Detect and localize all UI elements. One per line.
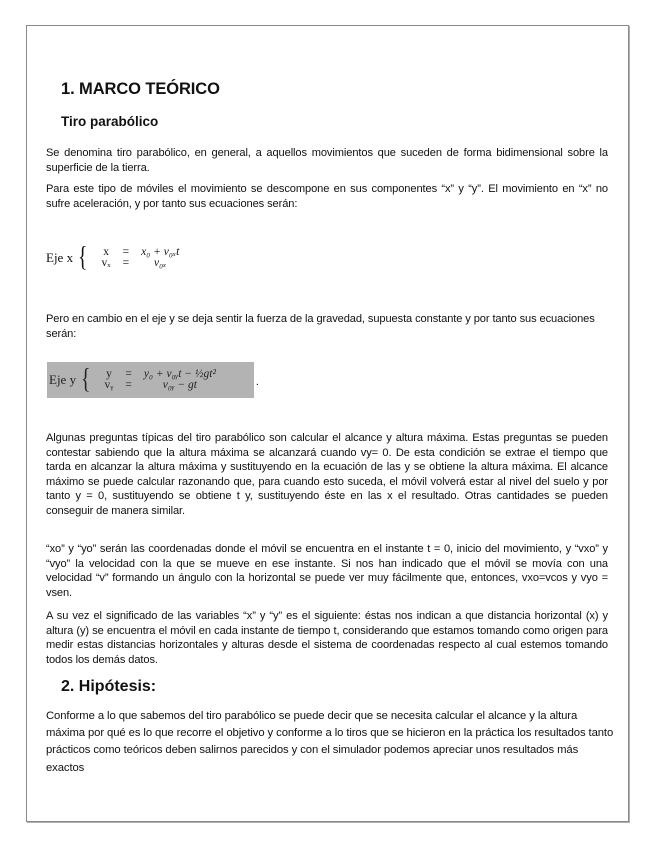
paragraph-definition: Se denomina tiro parabólico, en general, a aquellos movimientos que suceden de forma bidimensional sobre la superficie de la tierra.	[46, 147, 608, 174]
equation-y-table	[99, 369, 222, 391]
brace-icon: {	[81, 364, 91, 395]
eq-y-rhs-2: v₀ᵧ − gt	[162, 379, 197, 391]
equation-y-label: Eje y	[49, 372, 77, 387]
eq-y-lhs-1: y	[106, 368, 112, 380]
eq-y-lhs-2: vᵧ	[104, 379, 114, 391]
eq-y-rhs-1: y₀ + v₀ᵧt − ½gt²	[143, 368, 216, 380]
eq-x-lhs-1: x	[103, 246, 109, 258]
eq-x-rhs-1: x₀ + v₀ₓt	[141, 246, 180, 258]
paragraph-initial-coordinates: “xo” y “yo” serán las coordenadas donde el móvil se encuentra en el instante t = 0, inicio del movimiento, y “vxo” y “vyo” la velocidad con la que se mueve en ese instante. Si nos han indicado que el móvil se movía con una velocidad “v” formando un ángulo con la horizontal se puede ver muy fácilmente que, entonces, vxo=vcos y vyo = vsen.	[46, 543, 608, 599]
brace-icon: {	[78, 242, 88, 273]
eq-x-rhs-2: v₀ₓ	[154, 257, 167, 269]
paragraph-variables-meaning: A su vez el significado de las variables “x” y “y” es el siguiente: éstas nos indican a que distancia horizontal (x) y altura (y) se encuentra el móvil en cada instante de tiempo t, considerando que estamos tomando como origen para medir estas distancias horizontales y alturas desde el sistema de coordenadas respecto al cual estemos tomando todos los demás datos.	[46, 610, 608, 666]
section-heading-marco-teorico: 1. MARCO TEÓRICO	[61, 80, 220, 98]
eq-x-lhs-2: vₓ	[101, 257, 111, 269]
equation-x-label: Eje x	[46, 250, 74, 265]
subheading-tiro-parabolico: Tiro parabólico	[61, 114, 159, 129]
paragraph-components: Para este tipo de móviles el movimiento se descompone en sus componentes “x” y “y”. El movimiento en “x” no sufre aceleración, y por tanto sus ecuaciones serán:	[46, 183, 608, 210]
document-page	[26, 25, 629, 822]
section-heading-hipotesis: 2. Hipótesis:	[61, 678, 157, 695]
eq-x-eq-2: =	[122, 257, 130, 269]
equation-y-trailing-dot: .	[256, 376, 259, 388]
eq-y-eq-2: =	[125, 379, 132, 391]
paragraph-typical-questions: Algunas preguntas típicas del tiro parabólico son calcular el alcance y altura máxima. Estas preguntas se pueden contestar sabiendo que la altura máxima se alcanzará cuando vy= 0. De esta condición se extrae el tiempo que tarda en alcanzar la altura máxima y sustituyendo en la ecuación de las y se obtiene la altura máxima. El alcance máximo se puede calcular razonando que, para cuando esto suceda, el móvil volverá estar al nivel del suelo y por tanto y = 0, sustituyendo se obtiene t y, sustituyendo éste en las x el resultado. Otras cantidades se pueden conseguir de manera similar.	[46, 432, 608, 517]
eq-y-eq-1: =	[125, 368, 132, 380]
eq-x-eq-1: =	[122, 246, 130, 258]
equation-x-axis	[46, 244, 185, 272]
equation-x-table	[96, 247, 186, 269]
equation-y-axis-image	[47, 362, 254, 398]
paragraph-hypothesis: Conforme a lo que sabemos del tiro parabólico se puede decir que se necesita calcular el alcance y la altura máxima por qué es lo que recorre el objetivo y conforme a lo tiros que se hicieron en la práctica los resultados tanto prácticos como teóricos deben salirnos parecidos y con el simulador podemos apreciar unos resultados más exactos	[46, 710, 614, 774]
paragraph-gravity: Pero en cambio en el eje y se deja sentir la fuerza de la gravedad, supuesta constante y por tanto sus ecuaciones serán:	[46, 313, 595, 340]
